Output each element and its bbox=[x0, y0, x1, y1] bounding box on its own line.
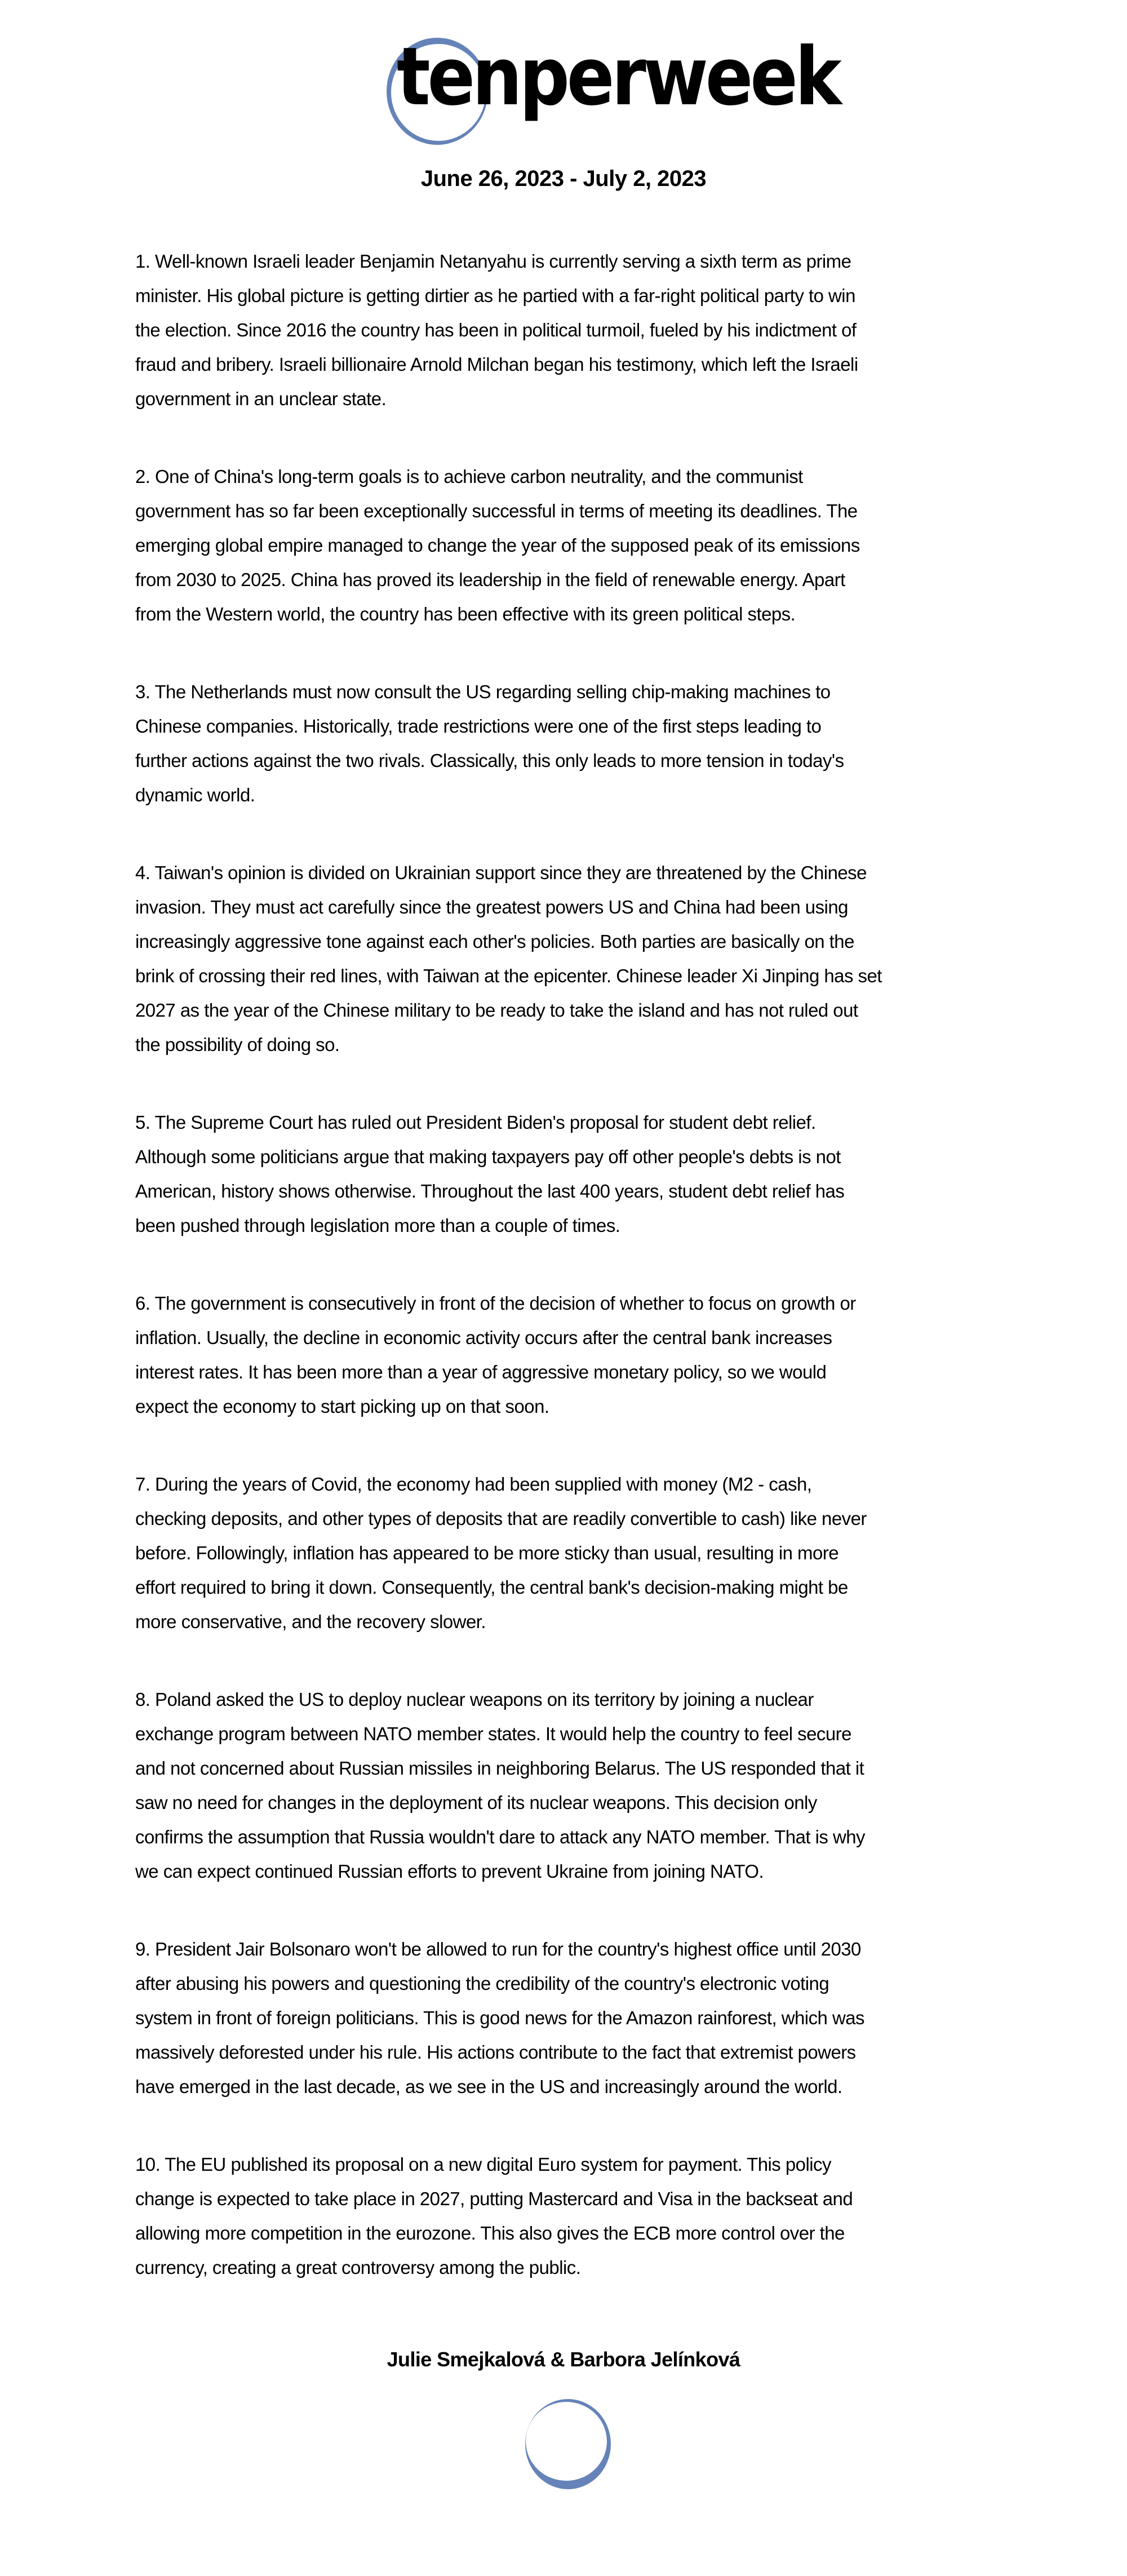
news-item-line: government has so far been exceptionally successful in terms of meeting its deadlines. The bbox=[135, 500, 858, 521]
news-item-line: saw no need for changes in the deployment of its nuclear weapons. This decision only bbox=[135, 1792, 817, 1813]
news-item-line: government in an unclear state. bbox=[135, 388, 387, 409]
news-item bbox=[135, 1467, 1014, 1639]
news-item-line: brink of crossing their red lines, with Taiwan at the epicenter. Chinese leader Xi Jinping has set bbox=[135, 965, 882, 986]
news-item-line: American, history shows otherwise. Throughout the last 400 years, student debt relief has bbox=[135, 1181, 845, 1201]
news-item-line: before. Followingly, inflation has appeared to be more sticky than usual, resulting in more bbox=[135, 1542, 839, 1563]
news-item-line: 9. President Jair Bolsonaro won't be allowed to run for the country's highest office until 2030 bbox=[135, 1939, 861, 1959]
news-item-line: allowing more competition in the eurozone. This also gives the ECB more control over the bbox=[135, 2223, 845, 2244]
news-item-line: 2. One of China's long-term goals is to achieve carbon neutrality, and the communist bbox=[135, 466, 803, 487]
news-item-line: change is expected to take place in 2027, putting Mastercard and Visa in the backseat and bbox=[135, 2188, 853, 2209]
news-item-line: interest rates. It has been more than a year of aggressive monetary policy, so we would bbox=[135, 1362, 827, 1382]
news-item-line: further actions against the two rivals. Classically, this only leads to more tension in today's bbox=[135, 750, 844, 771]
news-item-line: 1. Well-known Israeli leader Benjamin Netanyahu is currently serving a sixth term as prime bbox=[135, 251, 851, 272]
news-item-line: after abusing his powers and questioning the credibility of the country's electronic voting bbox=[135, 1973, 829, 1994]
news-item-line: confirms the assumption that Russia wouldn't dare to attack any NATO member. That is why bbox=[135, 1826, 865, 1847]
news-item bbox=[135, 675, 1014, 812]
news-item-line: and not concerned about Russian missiles in neighboring Belarus. The US responded that it bbox=[135, 1758, 864, 1779]
news-item-line: inflation. Usually, the decline in economic activity occurs after the central bank increases bbox=[135, 1327, 832, 1348]
news-item-line: emerging global empire managed to change the year of the supposed peak of its emissions bbox=[135, 535, 860, 556]
news-item-line: been pushed through legislation more than a couple of times. bbox=[135, 1215, 620, 1236]
news-item-line: 4. Taiwan's opinion is divided on Ukrainian support since they are threatened by the Chinese bbox=[135, 862, 867, 883]
footer-ring-icon bbox=[522, 2396, 614, 2492]
news-item-line: 2027 as the year of the Chinese military to be ready to take the island and has not ruled out bbox=[135, 1000, 858, 1021]
news-item bbox=[135, 2147, 1014, 2285]
news-item bbox=[135, 1286, 1014, 1424]
news-item-line: expect the economy to start picking up on that soon. bbox=[135, 1396, 549, 1417]
news-item-line: 8. Poland asked the US to deploy nuclear weapons on its territory by joining a nuclear bbox=[135, 1689, 814, 1710]
news-item-line: fraud and bribery. Israeli billionaire Arnold Milchan began his testimony, which left the Israeli bbox=[135, 354, 858, 375]
article-list bbox=[135, 244, 1014, 2328]
news-item-line: have emerged in the last decade, as we see in the US and increasingly around the world. bbox=[135, 2076, 842, 2097]
news-item-line: we can expect continued Russian efforts to prevent Ukraine from joining NATO. bbox=[135, 1861, 764, 1882]
news-item-line: 10. The EU published its proposal on a new digital Euro system for payment. This policy bbox=[135, 2154, 831, 2175]
brand-logo bbox=[383, 30, 839, 149]
news-item bbox=[135, 1105, 1014, 1243]
news-item-line: 7. During the years of Covid, the economy had been supplied with money (M2 - cash, bbox=[135, 1474, 812, 1495]
news-item-line: from the Western world, the country has been effective with its green political steps. bbox=[135, 604, 796, 624]
news-item bbox=[135, 244, 1014, 416]
news-item-line: massively deforested under his rule. His actions contribute to the fact that extremist powers bbox=[135, 2042, 856, 2063]
news-item-line: 3. The Netherlands must now consult the US regarding selling chip-making machines to bbox=[135, 681, 831, 702]
news-item bbox=[135, 1932, 1014, 2104]
news-item-line: the election. Since 2016 the country has been in political turmoil, fueled by his indictment of bbox=[135, 320, 857, 340]
news-item bbox=[135, 459, 1014, 631]
news-item-line: 5. The Supreme Court has ruled out President Biden's proposal for student debt relief. bbox=[135, 1112, 816, 1133]
news-item-line: checking deposits, and other types of deposits that are readily convertible to cash) like never bbox=[135, 1508, 867, 1529]
news-item-line: currency, creating a great controversy among the public. bbox=[135, 2257, 581, 2278]
news-item-line: minister. His global picture is getting dirtier as he partied with a far-right political party to win bbox=[135, 285, 855, 306]
news-item-line: system in front of foreign politicians. This is good news for the Amazon rainforest, which was bbox=[135, 2007, 864, 2028]
authors-signature: Julie Smejkalová & Barbora Jelínková bbox=[387, 2348, 740, 2371]
news-item-line: invasion. They must act carefully since the greatest powers US and China had been using bbox=[135, 897, 848, 917]
news-item-line: increasingly aggressive tone against each other's policies. Both parties are basically on the bbox=[135, 931, 854, 952]
news-item bbox=[135, 1682, 1014, 1888]
news-item-line: more conservative, and the recovery slower. bbox=[135, 1611, 486, 1632]
news-item-line: Although some politicians argue that making taxpayers pay off other people's debts is not bbox=[135, 1146, 841, 1167]
news-item-line: Chinese companies. Historically, trade restrictions were one of the first steps leading to bbox=[135, 716, 822, 737]
news-item bbox=[135, 855, 1014, 1062]
news-item-line: from 2030 to 2025. China has proved its leadership in the field of renewable energy. Apart bbox=[135, 569, 845, 590]
brand-wordmark: tenperweek bbox=[397, 30, 839, 123]
news-item-line: exchange program between NATO member states. It would help the country to feel secure bbox=[135, 1723, 851, 1744]
issue-date-range: June 26, 2023 - July 2, 2023 bbox=[420, 166, 707, 191]
news-item-line: the possibility of doing so. bbox=[135, 1034, 340, 1055]
news-item-line: 6. The government is consecutively in front of the decision of whether to focus on growth or bbox=[135, 1293, 856, 1314]
news-item-line: effort required to bring it down. Consequently, the central bank's decision-making might be bbox=[135, 1577, 848, 1598]
news-item-line: dynamic world. bbox=[135, 784, 255, 805]
